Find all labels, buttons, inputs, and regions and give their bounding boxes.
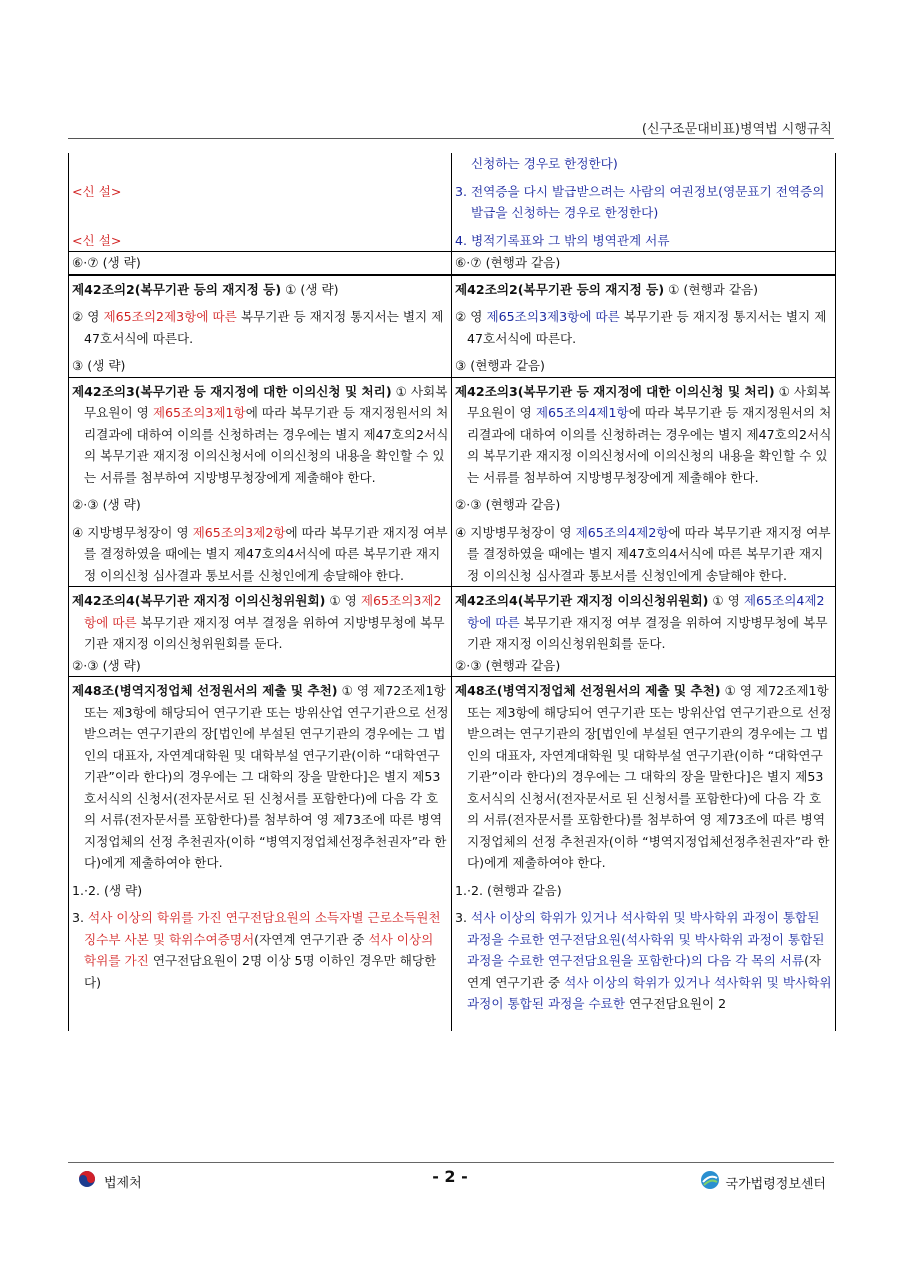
cell-text: 1.·2. (생 략) [72,882,143,898]
cell-text: 복무기관 등 재지정 통지서는 별지 제47호서식에 따른다. [467,309,827,346]
cell-text: ① 사회복무요원이 영 [467,383,831,420]
right-cell [452,300,835,349]
cell-text: (자연계 연구기관 중 [467,953,822,990]
footer-center-name: 국가법령정보센터 [725,1176,826,1192]
cell-text: <신 설> [72,232,122,248]
left-cell [69,655,452,677]
table-row [69,224,835,253]
changed-text: 석사 이상의 학위가 있거나 석사학위 및 박사학위 과정이 통합된 과정을 수료한 연구전담요원(석사학위 및 박사학위 과정이 통합된 과정을 수료한 연구전담요원을 포함한다)의 다음 각 목의 서류 [467,910,825,968]
left-cell [69,224,452,252]
cell-text: 연구전담요원이 2명 이상 5명 이하인 경우만 해당한다) [84,953,437,990]
cell-text: ① 영 [325,593,361,608]
right-cell [452,378,835,489]
table-row [69,175,835,224]
cell-text: 3. 전역증을 다시 발급받으려는 사람의 여권정보(영문표기 전역증의 발급을 신청하는 경우로 한정한다) [455,183,825,220]
cell-text: 3. [455,910,472,925]
changed-ref: 제65조의3제2항 [192,524,286,540]
cell-text: 복무기관 재지정 여부 결정을 위하여 지방병무청에 복무기관 재지정 이의신청위원회를 둔다. [84,614,445,651]
right-cell [452,874,835,902]
table-row [69,276,835,301]
cell-text: ④ 지방병무청장이 영 [455,524,576,540]
cell-text: 4. 병적기록표와 그 밖의 병역관계 서류 [455,232,670,248]
table-row [69,874,835,902]
changed-ref: 제65조의3제1항 [152,405,246,420]
left-cell [69,516,452,587]
cell-text: ⑥·⑦ (현행과 같음) [455,255,561,270]
cell-text: ②·③ (생 략) [72,657,141,673]
table-row [69,300,835,349]
left-cell [69,587,452,655]
cell-text: 복무기관 등 재지정 통지서는 별지 제47호서식에 따른다. [84,309,444,346]
law-center-logo-icon [700,1170,720,1194]
table-row [69,901,835,1031]
article-title: 제42조의3(복무기관 등 재지정에 대한 이의신청 및 처리) [455,383,775,399]
right-cell [452,349,835,377]
table-row [69,153,835,175]
table-row [69,677,835,874]
left-cell [69,276,452,301]
cell-text: 에 따라 복무기관 재지정 여부를 결정하였을 때에는 별지 제47호의4서식에 따른 복무기관 재지정 이의신청 심사결과 통보서를 신청인에게 송달해야 한다. [467,524,831,583]
left-cell [69,677,452,874]
right-cell [452,252,835,274]
left-cell [69,349,452,377]
changed-ref: 제65조의3제3항에 따른 [486,309,620,324]
article-title: 제48조(병역지정업체 선정원서의 제출 및 추천) [455,683,721,698]
document-header-title: (신구조문대비표)병역법 시행규칙 [641,122,832,137]
cell-text: 에 따라 복무기관 등 재지정원서의 처리결과에 대하여 이의를 신청하려는 경우에는 별지 제47호의2서식의 복무기관 재지정 이의신청서에 이의신청의 내용을 확인할 수 있는 서류를 첨부하여 지방병무청장에게 제출해야 한다. [467,405,832,485]
left-cell [69,488,452,516]
changed-ref: 제65조의4제1항 [535,405,629,420]
header-rule [68,138,834,139]
left-cell [69,153,452,175]
changed-ref: 제65조의3제2항에 따른 [84,593,442,630]
changed-text: 석사 이상의 학위를 가진 연구전담요원의 소득자별 근로소득원천징수부 사본 및 학위수여증명서 [84,910,441,947]
page-number: - 2 - [432,1167,468,1186]
article-title: 제42조의4(복무기관 재지정 이의신청위원회) [72,593,326,608]
left-cell [69,901,452,1031]
changed-ref: 제65조의4제2항 [575,524,669,540]
cell-text: 복무기관 재지정 여부 결정을 위하여 지방병무청에 복무기관 재지정 이의신청위원회를 둔다. [467,614,828,651]
cell-text: (자연계 연구기관 중 [254,931,369,947]
table-row [69,516,835,588]
cell-text: 연구전담요원이 2 [625,996,727,1011]
left-cell [69,252,452,274]
table-row [69,587,835,655]
cell-text: 에 따라 복무기관 등 재지정원서의 처리결과에 대하여 이의를 신청하려는 경우에는 별지 제47호의2서식의 복무기관 재지정 이의신청서에 이의신청의 내용을 확인할 수 있는 서류를 첨부하여 지방병무청장에게 제출해야 한다. [84,405,449,485]
table-row [69,488,835,516]
table-row [69,655,835,678]
cell-text: 3. [72,910,89,925]
right-cell [452,276,835,301]
cell-text: ②·③ (현행과 같음) [455,657,561,673]
right-cell [452,224,835,252]
changed-ref: 제65조의2제3항에 따른 [103,309,237,324]
article-title: 제42조의4(복무기관 재지정 이의신청위원회) [455,593,709,608]
changed-ref: 제65조의4제2항에 따른 [467,593,825,630]
right-cell [452,677,835,874]
cell-text: 에 따라 복무기관 재지정 여부를 결정하였을 때에는 별지 제47호의4서식에 따른 복무기관 재지정 이의신청 심사결과 통보서를 신청인에게 송달해야 한다. [84,524,448,583]
comparison-table [68,153,836,1031]
table-row [69,378,835,489]
cell-text: ③ (현행과 같음) [455,358,545,373]
cell-text: 1.·2. (현행과 같음) [455,882,562,898]
cell-text: ① 영 제72조제1항 또는 제3항에 해당되어 연구기관 또는 방위산업 연구기관으로 선정받으려는 연구기관의 장[법인에 부설된 연구기관의 경우에는 그 법인의 대표자, 자연계대학원 및 대학부설 연구기관(이하 “대학연구기관”이라 한다)의 경우에는 그 대학의 장을 말한다]은 별지 제53호서식의 신청서(전자문서로 된 신청서를 포함한다)에 다음 각 호의 서류(전자문서를 포함한다)를 첨부하여 영 제73조에 따른 병역지정업체의 선정 추천권자(이하 “병역지정업체선정추천권자”라 한다)에게 제출하여야 한다. [467,683,832,870]
left-cell [69,378,452,489]
article-title: 제48조(병역지정업체 선정원서의 제출 및 추천) [72,683,338,698]
table-row [69,349,835,378]
cell-text: ① 영 제72조제1항 또는 제3항에 해당되어 연구기관 또는 방위산업 연구기관으로 선정받으려는 연구기관의 장[법인에 부설된 연구기관의 경우에는 그 법인의 대표자, 자연계대학원 및 대학부설 연구기관(이하 “대학연구기관”이라 한다)의 경우에는 그 대학의 장을 말한다]은 별지 제53호서식의 신청서(전자문서로 된 신청서를 포함한다)에 다음 각 호의 서류(전자문서를 포함한다)를 첨부하여 영 제73조에 따른 병역지정업체의 선정 추천권자(이하 “병역지정업체선정추천권자”라 한다)에게 제출하여야 한다. [84,683,449,870]
right-cell [452,175,835,224]
footer-right [700,1170,826,1194]
cell-text: ③ (생 략) [72,358,126,373]
right-cell [452,516,835,587]
cell-text: ⑥·⑦ (생 략) [72,255,141,270]
right-cell [452,655,835,677]
cell-text: ① (현행과 같음) [664,281,759,297]
right-cell [452,488,835,516]
article-title: 제42조의2(복무기관 등의 재지정 등) [455,281,665,297]
left-cell [69,175,452,224]
cell-text: ① 사회복무요원이 영 [84,383,448,420]
cell-text: ②·③ (생 략) [72,497,141,512]
right-cell [452,901,835,1031]
changed-text: 석사 이상의 학위를 가진 [84,931,434,968]
cell-text: 신청하는 경우로 한정한다) [471,156,618,171]
right-cell [452,587,835,655]
cell-text: ① 영 [708,593,744,608]
cell-text: ① (생 략) [281,281,339,297]
cell-text: <신 설> [72,183,122,199]
article-title: 제42조의3(복무기관 등 재지정에 대한 이의신청 및 처리) [72,383,392,399]
footer-org-name: 법제처 [104,1175,142,1191]
cell-text: ②·③ (현행과 같음) [455,497,561,512]
right-cell [452,153,835,175]
cell-text: ② 영 [455,309,487,324]
footer-rule [68,1162,834,1163]
table-row [69,252,835,276]
article-title: 제42조의2(복무기관 등의 재지정 등) [72,281,282,297]
cell-text: ④ 지방병무청장이 영 [72,524,193,540]
left-cell [69,874,452,902]
left-cell [69,300,452,349]
cell-text: ② 영 [72,309,104,324]
changed-text: 석사 이상의 학위가 있거나 석사학위 및 박사학위 과정이 통합된 과정을 수료한 [467,974,832,1011]
